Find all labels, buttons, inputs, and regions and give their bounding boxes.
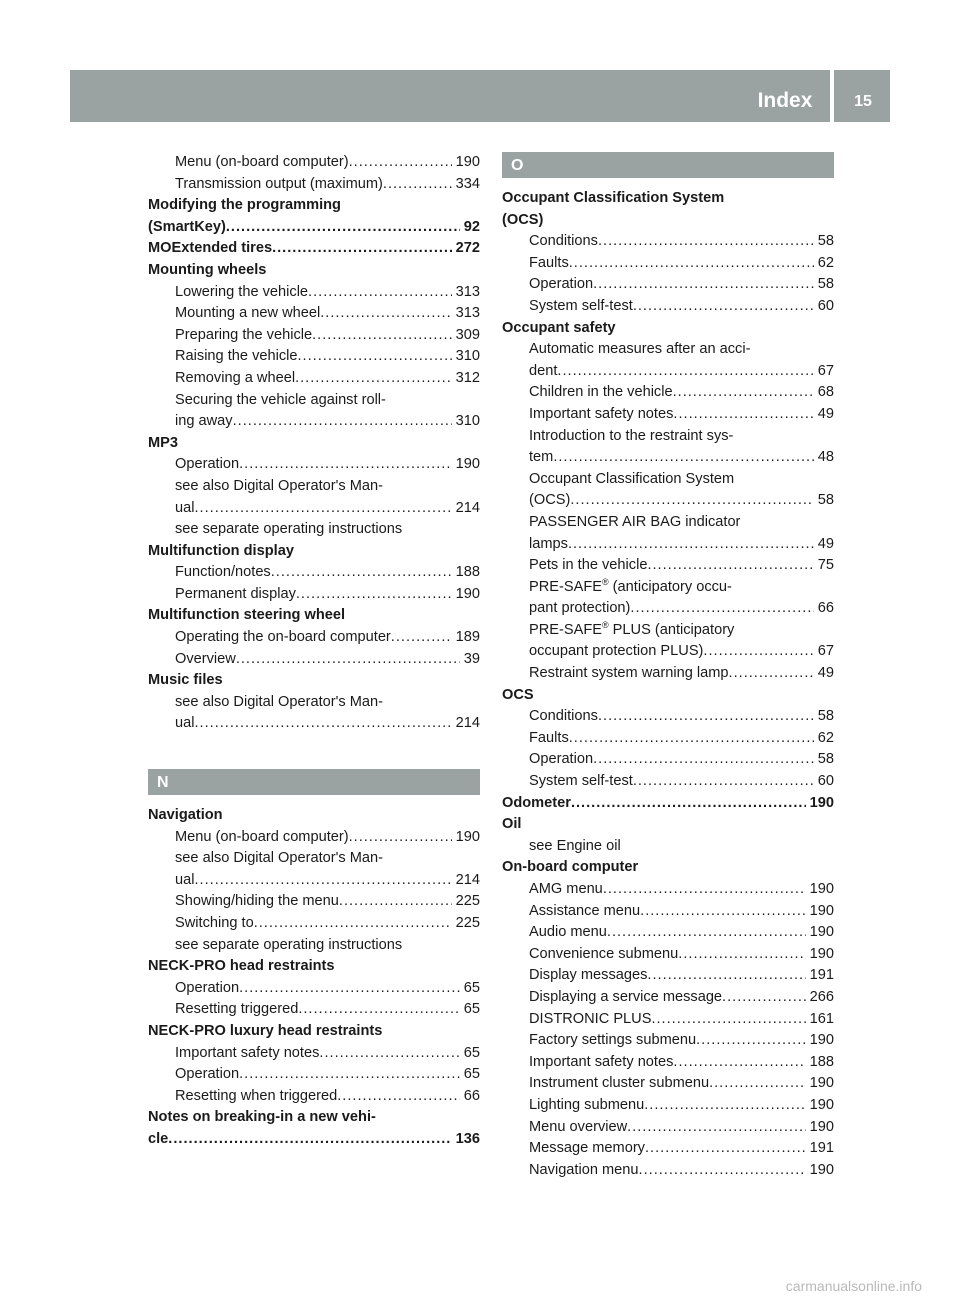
entry-label: Raising the vehicle [175,348,298,365]
page-ref: 266 [806,987,834,1009]
entry-label: Multifunction display [148,542,294,559]
entry-label: Restraint system warning lamp [529,665,729,682]
page-ref: 214 [452,498,480,520]
index-subentry [502,771,834,793]
index-subentry [502,706,834,728]
entry-label: Conditions [529,708,598,725]
index-entry [148,805,480,827]
entry-label: Automatic measures after an acci- [529,341,751,358]
index-subentry [148,325,480,347]
page-ref: 190 [806,1160,834,1182]
page-ref: 190 [806,922,834,944]
entry-label: Factory settings submenu [529,1032,697,1049]
index-subentry [148,282,480,304]
index-subentry [502,987,834,1009]
page-ref: 313 [452,282,480,304]
index-subentry [148,584,480,606]
page-ref: 66 [460,1086,480,1108]
index-entry [148,260,480,282]
entry-label: Operation [175,456,240,473]
page-ref: 334 [452,174,480,196]
index-subentry [502,1160,834,1182]
page-ref: 48 [814,447,834,469]
index-subentry [502,965,834,987]
index-subentry [148,519,480,541]
page-ref: 310 [452,346,480,368]
page-ref: 190 [806,879,834,901]
index-subentry [148,891,480,913]
entry-label: Menu (on-board computer) [175,828,349,845]
entry-label: Overview [175,650,236,667]
letter-heading: N [148,769,480,795]
entry-label: Menu overview [529,1118,628,1135]
index-subentry [148,627,480,649]
entry-label: Navigation [148,807,223,824]
index-subentry [502,879,834,901]
entry-label: Important safety notes [529,405,674,422]
index-entry [148,217,480,239]
page-ref: 58 [814,231,834,253]
index-subentry [502,1073,834,1095]
entry-label: Function/notes [175,564,271,581]
index-subentry [148,649,480,671]
page-ref: 190 [806,901,834,923]
index-subentry [148,870,480,892]
page-ref: 58 [814,749,834,771]
index-subentry [148,848,480,870]
index-subentry [502,944,834,966]
page-ref: 75 [814,555,834,577]
index-subentry [502,1030,834,1052]
entry-label: NECK-PRO luxury head restraints [148,1022,383,1039]
registered-mark: ® [601,619,609,630]
entry-label: OCS [502,686,534,703]
entry-label: Securing the vehicle against roll- [175,391,386,408]
index-entry [502,793,834,815]
entry-label: tem [529,449,554,466]
index-entry [502,857,834,879]
entry-label: see separate operating instructions [175,521,403,538]
index-subentry [502,447,834,469]
page-ref: 92 [460,217,480,239]
page-ref: 188 [452,562,480,584]
index-subentry [502,1138,834,1160]
entry-label: DISTRONIC PLUS [529,1010,652,1027]
index-subentry [502,361,834,383]
index-subentry [148,827,480,849]
entry-label: Operating the on-board computer [175,629,391,646]
index-subentry [148,454,480,476]
index-entry [502,210,834,232]
index-subentry [148,935,480,957]
page-ref: 191 [806,1138,834,1160]
entry-label: PRE-SAFE [529,621,602,638]
entry-label: ual [175,499,195,516]
page-ref: 39 [460,649,480,671]
index-subentry [502,728,834,750]
entry-label: Displaying a service message [529,988,723,1005]
letter-heading: O [502,152,834,178]
entry-label: Switching to [175,915,254,931]
entry-label: Operation [175,1066,240,1083]
entry-label: see also Digital Operator's Man- [175,693,383,710]
index-entry [148,195,480,217]
entry-label: see also Digital Operator's Man- [175,477,383,494]
index-subentry [148,411,480,433]
index-subentry [502,404,834,426]
entry-label: PRE-SAFE [529,578,602,595]
entry-label: System self-test [529,773,633,790]
index-subentry [148,692,480,714]
entry-label: ual [175,715,195,732]
page-ref: 67 [814,641,834,663]
entry-label: Display messages [529,967,648,984]
page-ref: 62 [814,253,834,275]
index-entry [148,238,480,260]
index-subentry [148,498,480,520]
spacer [148,735,480,757]
entry-label: Permanent display [175,585,296,602]
index-subentry [502,231,834,253]
entry-label: Message memory [529,1140,645,1157]
page-ref: 49 [814,663,834,685]
page-ref: 214 [452,870,480,892]
page-ref: 62 [814,728,834,750]
entry-label: Occupant Classification System [502,190,725,206]
page-ref: 58 [814,490,834,512]
index-subentry [148,1086,480,1108]
registered-mark: ® [601,576,609,587]
page-ref: 49 [814,534,834,556]
entry-label: Faults [529,254,569,271]
index-subentry [502,1117,834,1139]
entry-label: Mounting a new wheel [175,305,321,322]
index-subentry [148,713,480,735]
entry-label: Showing/hiding the menu [175,893,339,910]
entry-label: Operation [529,751,594,768]
page-ref: 190 [806,793,834,815]
index-entry [148,605,480,627]
page-ref: 312 [452,368,480,390]
watermark: carmanualsonline.info [785,1278,922,1294]
page-ref: 272 [452,238,480,260]
entry-label: (SmartKey) [148,218,226,235]
page-ref: 191 [806,965,834,987]
entry-label: Removing a wheel [175,369,296,386]
page-ref: 190 [452,152,480,174]
index-entry [148,541,480,563]
index-subentry [502,555,834,577]
entry-label: Mounting wheels [148,261,267,278]
index-subentry [502,274,834,296]
entry-label: pant protection) [529,600,631,617]
entry-label: Transmission output (maximum) [175,175,383,192]
page-ref: 190 [806,1073,834,1095]
index-subentry [502,490,834,512]
page-ref: 58 [814,274,834,296]
index-subentry [502,1052,834,1074]
index-entry [148,1129,480,1151]
index-subentry [148,368,480,390]
entry-label: Multifunction steering wheel [148,607,346,624]
entry-label: lamps [529,535,568,552]
page-ref: 188 [806,1052,834,1074]
index-subentry [502,253,834,275]
entry-label: Operation [529,276,594,293]
entry-label: (OCS) [529,492,571,509]
index-entry [502,814,834,836]
index-subentry [148,978,480,1000]
page-ref: 309 [452,325,480,347]
entry-label: PASSENGER AIR BAG indicator [529,513,741,530]
index-entry [502,188,834,210]
entry-label: see separate operating instructions [175,936,403,953]
index-entry [148,670,480,692]
header-divider [830,70,834,122]
entry-label: MP3 [148,434,179,451]
entry-label: System self-test [529,297,633,314]
index-entry [148,1107,480,1129]
entry-label: MOExtended tires [148,240,273,257]
page-ref: 190 [452,454,480,476]
index-subentry [148,390,480,412]
page-ref: 161 [806,1009,834,1031]
entry-label: Lowering the vehicle [175,283,309,300]
entry-label: Operation [175,979,240,996]
index-subentry [502,339,834,361]
section-title: Index [757,89,813,112]
index-entry [148,956,480,978]
index-subentry [148,152,480,174]
page-ref: 60 [814,771,834,793]
entry-label: Important safety notes [529,1053,674,1070]
entry-label: Convenience submenu [529,945,679,962]
index-subentry [502,901,834,923]
entry-label: Resetting triggered [175,1001,299,1018]
entry-label: Modifying the programming [148,197,341,214]
page-ref: 190 [452,584,480,606]
index-subentry [148,303,480,325]
index-subentry [148,913,480,935]
page-ref: 190 [452,827,480,849]
entry-label: Menu (on-board computer) [175,154,349,170]
index-column-right [502,152,834,1181]
index-subentry [502,382,834,404]
index-subentry [502,577,834,599]
entry-label: Notes on breaking-in a new vehi- [148,1109,376,1126]
page-ref: 310 [452,411,480,433]
index-subentry [502,663,834,685]
index-subentry [502,836,834,858]
entry-label: Lighting submenu [529,1096,645,1113]
index-subentry [502,469,834,491]
entry-label: Navigation menu [529,1161,639,1178]
index-subentry [502,426,834,448]
page-number: 15 [854,93,872,110]
entry-label: Preparing the vehicle [175,326,313,343]
page-ref: 189 [452,627,480,649]
page-ref: 66 [814,598,834,620]
entry-label: Occupant Classification System [529,470,735,487]
entry-label: Occupant safety [502,319,616,336]
page-ref: 313 [452,303,480,325]
entry-label-rest: (anticipatory occu- [608,578,732,595]
entry-label: Conditions [529,233,598,250]
entry-label: Odometer [502,794,571,811]
entry-label: On-board computer [502,859,639,876]
page-ref: 60 [814,296,834,318]
entry-label: Faults [529,729,569,746]
entry-label: see Engine oil [529,837,621,854]
entry-label: ing away [175,413,233,430]
entry-label: Audio menu [529,924,607,941]
entry-label: Assistance menu [529,902,641,919]
page-ref: 214 [452,713,480,735]
entry-label: cle [148,1130,169,1147]
entry-label: Important safety notes [175,1044,320,1061]
index-entry [148,433,480,455]
entry-label: AMG menu [529,881,603,897]
entry-label: Oil [502,816,522,833]
entry-label-rest: PLUS (anticipatory [608,621,735,638]
page-ref: 65 [460,1064,480,1086]
index-entry [148,1021,480,1043]
page-ref: 190 [806,1095,834,1117]
index-column-left [148,152,480,1151]
page-ref: 190 [806,1030,834,1052]
entry-label: ual [175,871,195,888]
index-subentry [148,174,480,196]
entry-label: occupant protection PLUS) [529,643,704,660]
index-subentry [502,1095,834,1117]
index-entry [502,685,834,707]
entry-label: see also Digital Operator's Man- [175,850,383,867]
entry-label: Music files [148,672,223,689]
index-subentry [148,1043,480,1065]
index-subentry [502,641,834,663]
page-ref: 67 [814,361,834,383]
index-subentry [148,562,480,584]
entry-label: (OCS) [502,211,544,228]
entry-label: Pets in the vehicle [529,557,648,574]
index-subentry [148,476,480,498]
page-ref: 49 [814,404,834,426]
index-subentry [148,1064,480,1086]
page-ref: 65 [460,1043,480,1065]
entry-label: Children in the vehicle [529,384,673,401]
index-subentry [502,296,834,318]
page-ref: 136 [452,1129,480,1151]
entry-label: Introduction to the restraint sys- [529,427,734,444]
page-ref: 225 [452,913,480,935]
index-subentry [148,999,480,1021]
entry-label: Instrument cluster submenu [529,1075,710,1092]
page-ref: 225 [452,891,480,913]
page-ref: 65 [460,978,480,1000]
index-subentry [502,1009,834,1031]
index-entry [502,318,834,340]
index-subentry [502,512,834,534]
entry-label: Resetting when triggered [175,1087,338,1104]
page-ref: 58 [814,706,834,728]
index-subentry [502,749,834,771]
entry-label: dent [529,362,558,379]
index-subentry [148,346,480,368]
index-subentry [502,620,834,642]
index-subentry [502,534,834,556]
index-subentry [502,922,834,944]
page-ref: 190 [806,1117,834,1139]
page-ref: 65 [460,999,480,1021]
entry-label: NECK-PRO head restraints [148,958,335,975]
index-subentry [502,598,834,620]
page-ref: 68 [814,382,834,404]
page-ref: 190 [806,944,834,966]
